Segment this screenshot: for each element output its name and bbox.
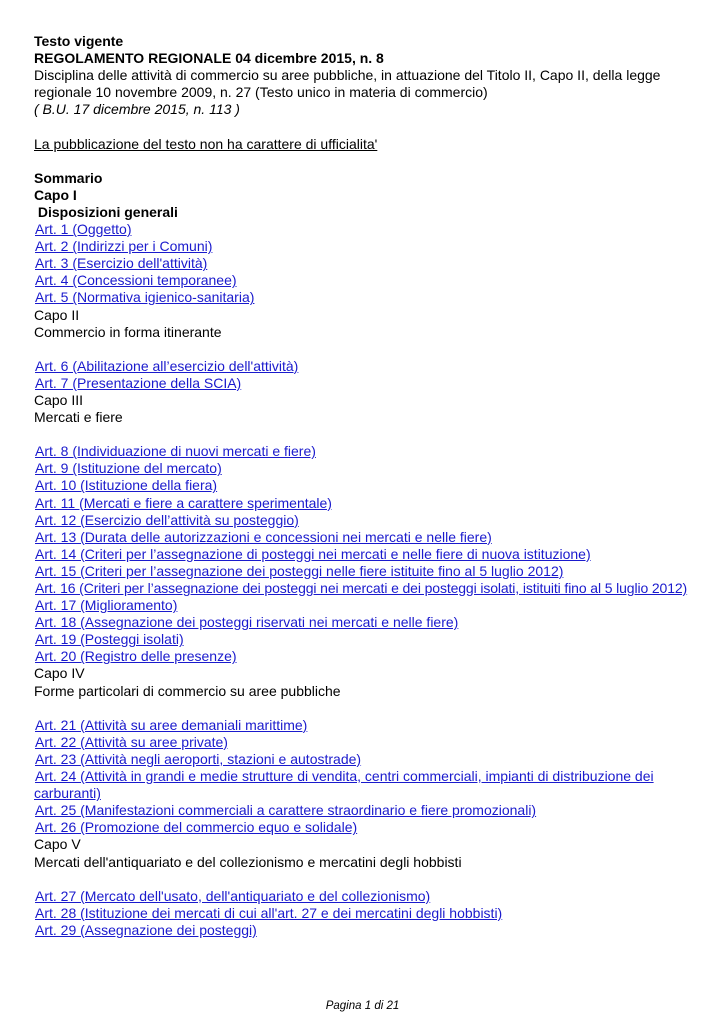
chapter-title: Mercati e fiere [34,409,123,426]
spacer [34,153,714,170]
page-footer: Pagina 1 di 21 [325,1000,400,1012]
article-link[interactable]: Art. 29 (Assegnazione dei posteggi) [35,921,257,938]
article-link[interactable]: Art. 3 (Esercizio dell'attività) [35,255,208,272]
chapter-title: Commercio in forma itinerante [34,323,222,340]
chapter-label: Capo V [34,836,81,853]
article-link[interactable]: Art. 14 (Criteri per l’assegnazione di posteggi nei mercati e nelle fiere di nuova istituzione) [35,545,591,562]
spacer [34,700,714,717]
article-link[interactable]: Art. 22 (Attività su aree private) [35,733,228,750]
article-link[interactable]: Art. 20 (Registro delle presenze) [35,648,237,665]
article-link[interactable]: Art. 11 (Mercati e fiere a carattere sperimentale) [35,494,332,511]
document-status: Testo vigente [34,33,124,49]
summary-heading: Sommario [34,169,103,186]
chapter-title: Disposizioni generali [34,203,178,220]
article-link[interactable]: Art. 1 (Oggetto) [35,221,132,238]
regulation-title: REGOLAMENTO REGIONALE 04 dicembre 2015, n. 8 [34,50,384,67]
article-link[interactable]: Art. 16 (Criteri per l’assegnazione dei posteggi nei mercati e dei posteggi isolati, istituiti fino al 5 luglio 2012) [35,580,688,596]
article-link[interactable]: Art. 21 (Attività su aree demaniali marittime) [35,716,308,733]
article-link[interactable]: Art. 23 (Attività negli aeroporti, stazioni e autostrade) [35,750,362,767]
chapter-label: Capo I [34,186,77,203]
article-link[interactable]: Art. 28 (Istituzione dei mercati di cui all'art. 27 e dei mercatini degli hobbisti) [35,904,503,921]
article-link[interactable]: Art. 4 (Concessioni temporanee) [35,272,237,289]
article-link[interactable]: Art. 13 (Durata delle autorizzazioni e concessioni nei mercati e nelle fiere) [35,528,492,545]
article-link[interactable]: Art. 10 (Istituzione della fiera) [35,477,218,494]
article-link[interactable]: Art. 27 (Mercato dell'usato, dell'antiquariato e del collezionismo) [35,887,431,904]
article-link[interactable]: Art. 6 (Abilitazione all’esercizio dell'attività) [35,357,299,374]
article-link[interactable]: Art. 5 (Normativa igienico-sanitaria) [35,289,255,306]
article-link[interactable]: Art. 24 (Attività in grandi e medie strutture di vendita, centri commerciali, impianti di distribuzione dei carburanti) [34,768,654,802]
chapter-title: Forme particolari di commercio su aree pubbliche [34,682,341,699]
chapter-label: Capo III [34,391,84,408]
article-link[interactable]: Art. 8 (Individuazione di nuovi mercati e fiere) [35,443,316,460]
article-link[interactable]: Art. 17 (Miglioramento) [35,597,178,614]
article-link[interactable]: Art. 18 (Assegnazione dei posteggi riservati nei mercati e nelle fiere) [35,614,459,631]
spacer [34,871,714,888]
chapter-label: Capo IV [34,665,85,682]
document-body [34,33,714,939]
article-link[interactable]: Art. 7 (Presentazione della SCIA) [35,374,242,391]
spacer [34,426,714,443]
article-link[interactable]: Art. 9 (Istituzione del mercato) [35,460,222,477]
article-link[interactable]: Art. 2 (Indirizzi per i Comuni) [35,238,213,255]
regulation-subject: Disciplina delle attività di commercio su aree pubbliche, in attuazione del Titolo II, Capo II, della legge regionale 10 novembre 2009, n. 27 (Testo unico in materia di commercio) [34,67,661,101]
article-link[interactable]: Art. 15 (Criteri per l’assegnazione dei posteggi nelle fiere istituite fino al 5 luglio 2012) [35,562,564,579]
official-notice: La pubblicazione del testo non ha carattere di ufficialita' [34,135,378,152]
article-link[interactable]: Art. 26 (Promozione del commercio equo e solidale) [35,819,358,836]
spacer [34,341,714,358]
article-link[interactable]: Art. 19 (Posteggi isolati) [35,631,184,648]
spacer [34,118,714,135]
chapter-label: Capo II [34,306,80,323]
bulletin-reference: ( B.U. 17 dicembre 2015, n. 113 ) [34,101,240,118]
article-link[interactable]: Art. 12 (Esercizio dell’attività su posteggio) [35,511,299,528]
chapter-title: Mercati dell'antiquariato e del collezionismo e mercatini degli hobbisti [34,853,462,870]
article-link[interactable]: Art. 25 (Manifestazioni commerciali a carattere straordinario e fiere promozionali) [35,802,537,819]
